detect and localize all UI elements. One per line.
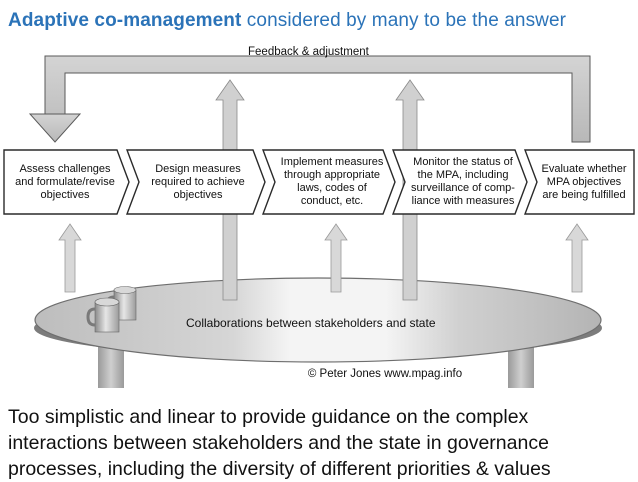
image-credit: © Peter Jones www.mpag.info [297, 364, 473, 384]
slide-title [8, 10, 566, 32]
co-management-diagram [0, 44, 638, 390]
step-design: Design measures required to achieve objectives [151, 162, 245, 201]
step-evaluate: Evaluate whether MPA objectives are being fulfilled [541, 162, 627, 201]
slide-caption [8, 404, 634, 482]
feedback-label: Feedback & adjustment [248, 46, 369, 58]
step-implement: Implement measures through appropriate laws, codes of conduct, etc. [280, 156, 384, 207]
slide-title-rest: considered by many to be the answer [241, 10, 567, 31]
table-label: Collaborations between stakeholders and state [186, 316, 436, 330]
step-monitor: Monitor the status of the MPA, including surveillance of comp- liance with measures [411, 156, 515, 207]
slide-title-bold: Adaptive co-management [8, 10, 242, 31]
feedback-loop-arrow [30, 56, 590, 142]
caption-line-3: processes, including the diversity of different priorities & values [8, 458, 551, 480]
step-assess: Assess challenges and formulate/revise objectives [15, 162, 115, 201]
caption-line-2: interactions between stakeholders and the state in governance [8, 432, 549, 454]
caption-line-1: Too simplistic and linear to provide guidance on the complex [8, 406, 529, 428]
